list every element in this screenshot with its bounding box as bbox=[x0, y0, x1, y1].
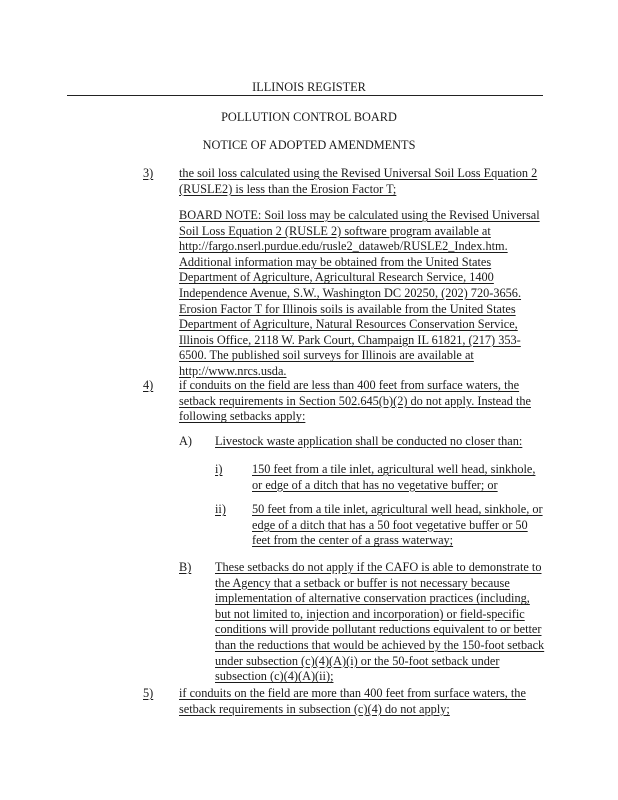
board-note-line: Illinois Office, 2118 W. Park Court, Champaign IL 61821, (217) 353- bbox=[179, 332, 521, 347]
item-ii-line: feet from the center of a grass waterway; bbox=[252, 533, 454, 548]
board-note-line: Erosion Factor T for Illinois soils is available from the United States bbox=[179, 301, 516, 316]
board-note bbox=[179, 208, 540, 380]
board-note-line: 6500. The published soil surveys for Illinois are available at bbox=[179, 348, 474, 363]
item-a-line: Livestock waste application shall be conducted no closer than: bbox=[215, 434, 523, 448]
item-4-line: if conduits on the field are less than 400 feet from surface waters, the bbox=[179, 378, 520, 392]
board-note-line: Department of Agriculture, Natural Resources Conservation Service, bbox=[179, 317, 518, 332]
item-i-line: or edge of a ditch that has no vegetative buffer; or bbox=[252, 477, 498, 492]
item-a-text bbox=[215, 434, 522, 450]
board-note-line: BOARD NOTE: Soil loss may be calculated using the Revised Universal bbox=[179, 208, 540, 222]
board-note-line: Additional information may be obtained from the United States bbox=[179, 254, 492, 269]
item-4-text bbox=[179, 378, 531, 425]
item-b-number: B) bbox=[179, 560, 192, 574]
item-3-line: the soil loss calculated using the Revised Universal Soil Loss Equation 2 bbox=[179, 166, 538, 180]
item-4-line: following setbacks apply: bbox=[179, 409, 306, 424]
item-5-line: if conduits on the field are more than 400 feet from surface waters, the bbox=[179, 686, 526, 700]
item-b-line: the Agency that a setback or buffer is not necessary because bbox=[215, 575, 510, 590]
item-b-text bbox=[215, 560, 544, 685]
item-ii-line: edge of a ditch that has a 50 foot vegetative buffer or 50 bbox=[252, 517, 528, 532]
item-3-text bbox=[179, 166, 537, 197]
item-b-line: conditions will provide pollutant reductions equivalent to or better bbox=[215, 622, 542, 637]
item-a-number: A) bbox=[179, 434, 192, 448]
board-name: POLLUTION CONTROL BOARD bbox=[221, 110, 397, 124]
item-b-line: implementation of alternative conservation practices (including, bbox=[215, 591, 530, 606]
header-rule bbox=[67, 95, 543, 96]
item-5-line: setback requirements in subsection (c)(4) do not apply; bbox=[179, 701, 450, 716]
item-b-line: than the reductions that would be achieved by the 150-foot setback bbox=[215, 637, 545, 652]
item-i-number: i) bbox=[215, 462, 223, 476]
board-note-line: Soil Loss Equation 2 (RUSLE 2) software program available at bbox=[179, 223, 491, 238]
register-header: ILLINOIS REGISTER bbox=[252, 80, 366, 94]
item-i-text bbox=[252, 462, 535, 493]
item-b-line: subsection (c)(4)(A)(ii); bbox=[215, 669, 334, 684]
item-i-line: 150 feet from a tile inlet, agricultural well head, sinkhole, bbox=[252, 462, 536, 476]
item-ii-text bbox=[252, 502, 543, 549]
board-note-line: Department of Agriculture, Agricultural Research Service, 1400 bbox=[179, 270, 494, 285]
item-ii-number: ii) bbox=[215, 502, 226, 516]
item-5-number: 5) bbox=[143, 686, 154, 700]
item-b-line: under subsection (c)(4)(A)(i) or the 50-foot setback under bbox=[215, 653, 500, 668]
item-5-text bbox=[179, 686, 526, 717]
item-4-line: setback requirements in Section 502.645(b)(2) do not apply. Instead the bbox=[179, 393, 531, 408]
item-b-line: but not limited to, injection and incorporation) or field-specific bbox=[215, 606, 525, 621]
item-3-number: 3) bbox=[143, 166, 154, 180]
item-b-line: These setbacks do not apply if the CAFO is able to demonstrate to bbox=[215, 560, 542, 574]
board-note-line: Independence Avenue, S.W., Washington DC 20250, (202) 720-3656. bbox=[179, 285, 522, 300]
item-3-line: (RUSLE2) is less than the Erosion Factor T; bbox=[179, 181, 397, 196]
board-note-link[interactable]: http://www.nrcs.usda. bbox=[179, 363, 287, 378]
board-note-link[interactable]: http://fargo.nserl.purdue.edu/rusle2_dataweb/RUSLE2_Index.htm. bbox=[179, 239, 508, 254]
item-ii-line: 50 feet from a tile inlet, agricultural well head, sinkhole, or bbox=[252, 502, 543, 516]
item-4-number: 4) bbox=[143, 378, 154, 392]
notice-title: NOTICE OF ADOPTED AMENDMENTS bbox=[202, 138, 416, 152]
